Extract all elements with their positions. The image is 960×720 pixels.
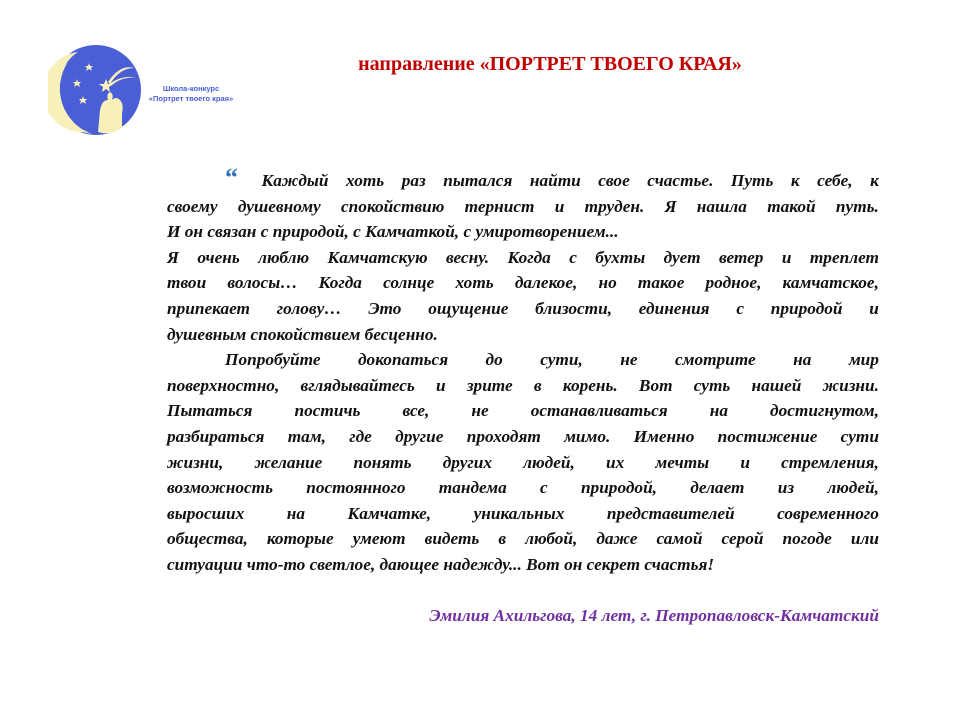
school-logo: [48, 44, 144, 136]
page-title: направление «ПОРТРЕТ ТВОЕГО КРАЯ»: [358, 53, 742, 75]
essay-paragraph: [167, 245, 879, 347]
essay-line: Попробуйте докопаться до сути, не смотрите на мир: [225, 350, 879, 370]
essay-line: припекает голову… Это ощущение близости, единения с природой и: [167, 298, 879, 318]
essay-line: ситуации что-то светлое, дающее надежду... Вот он секрет счастья!: [167, 554, 715, 574]
essay-line: И он связан с природой, с Камчаткой, с умиротворением...: [167, 222, 619, 242]
essay-paragraph: [167, 347, 879, 577]
essay-line: Я очень люблю Камчатскую весну. Когда с бухты дует ветер и треплет: [167, 247, 879, 267]
essay-line: разбираться там, где другие проходят мимо. Именно постижение сути: [167, 426, 879, 446]
essay-line: твои волосы… Когда солнце хоть далекое, но такое родное, камчатское,: [167, 273, 879, 293]
logo-caption: [146, 84, 236, 104]
essay-line: жизни, желание понять других людей, их мечты и стремления,: [167, 452, 879, 472]
essay-line: поверхностно, вглядывайтесь и зрите в корень. Вот суть нашей жизни.: [167, 375, 879, 395]
quote-mark-icon: “: [225, 163, 238, 192]
essay-text: [167, 163, 879, 578]
essay-line: душевным спокойствием бесценно.: [167, 324, 438, 344]
essay-line: своему душевному спокойствию тернист и труден. Я нашла такой путь.: [167, 196, 879, 216]
essay-line: “ Каждый хоть раз пытался найти свое счастье. Путь к себе, к: [225, 163, 879, 192]
essay-line: возможность постоянного тандема с природой, делает из людей,: [167, 478, 879, 498]
essay-paragraph: [167, 163, 879, 245]
author-signature: Эмилия Ахильгова, 14 лет, г. Петропавловск-Камчатский: [429, 606, 879, 625]
moon-stars-logo-icon: [48, 44, 144, 136]
logo-caption-line: «Портрет твоего края»: [148, 94, 234, 103]
essay-line: общества, которые умеют видеть в любой, даже самой серой погоде или: [167, 529, 879, 549]
essay-line: выросших на Камчатке, уникальных представителей современного: [167, 503, 879, 523]
logo-caption-line: Школа-конкурс: [162, 84, 220, 93]
essay-line: Пытаться постичь все, не останавливаться на достигнутом,: [167, 401, 879, 421]
